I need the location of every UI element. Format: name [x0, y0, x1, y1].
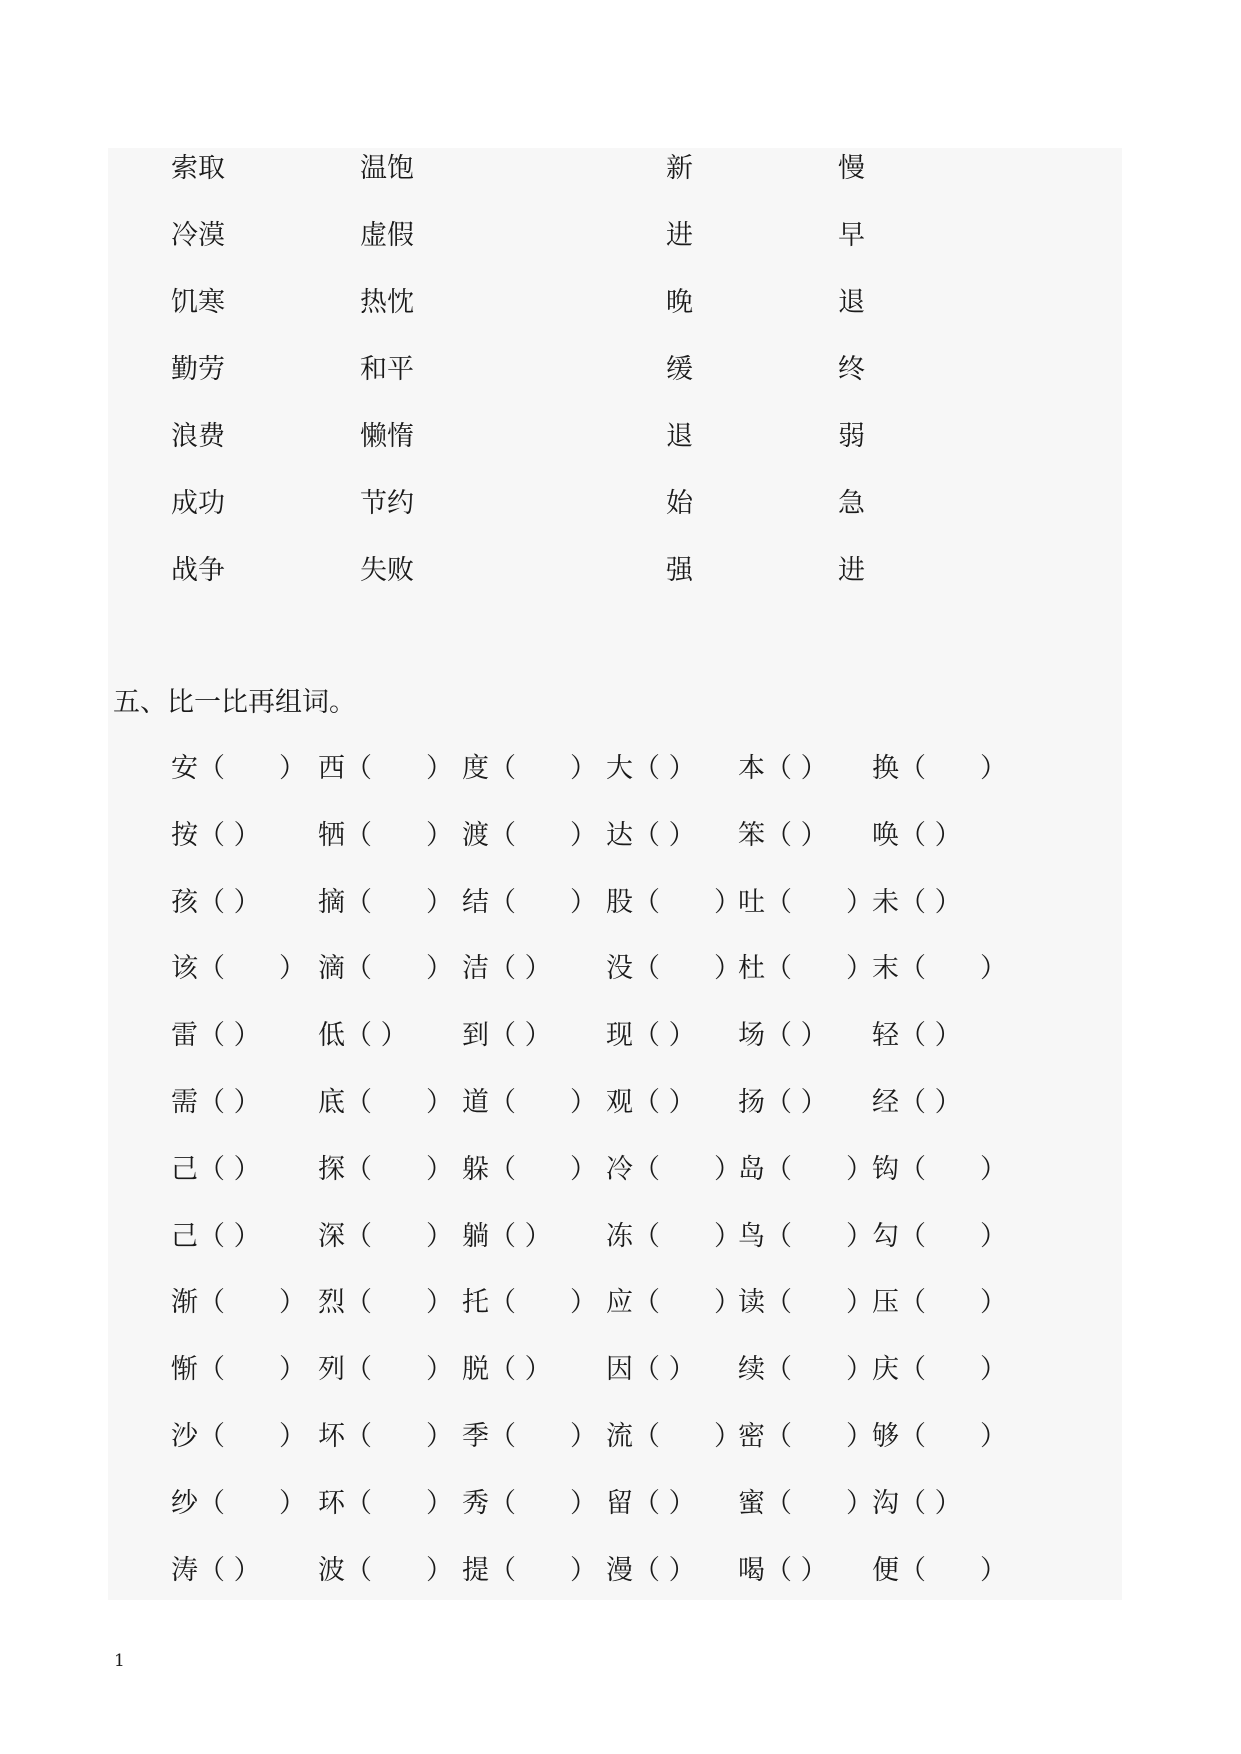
word-blank-item: 够（ ） — [872, 1421, 1007, 1452]
antonym-word: 退 — [838, 287, 865, 318]
word-blank-item: 密（ ） — [738, 1421, 873, 1452]
word-blank-item: 洁（ ） — [462, 953, 552, 984]
word-blank-item: 探（ ） — [318, 1154, 453, 1185]
antonym-word: 索取 — [171, 153, 225, 184]
word-blank-item: 留（ ） — [606, 1488, 696, 1519]
word-blank-item: 渡（ ） — [462, 820, 597, 851]
word-blank-item: 托（ ） — [462, 1287, 597, 1318]
antonym-word: 成功 — [171, 488, 225, 519]
antonym-word: 失败 — [360, 555, 414, 586]
antonym-word: 进 — [838, 555, 865, 586]
antonym-word: 慢 — [838, 153, 865, 184]
word-blank-item: 波（ ） — [318, 1555, 453, 1586]
word-blank-item: 换（ ） — [872, 753, 1007, 784]
word-blank-item: 低（ ） — [318, 1020, 408, 1051]
word-blank-item: 需（ ） — [171, 1087, 261, 1118]
word-blank-item: 按（ ） — [171, 820, 261, 851]
word-blank-item: 沟（ ） — [872, 1488, 962, 1519]
word-blank-item: 孩（ ） — [171, 887, 261, 918]
word-blank-item: 股（ ） — [606, 887, 741, 918]
word-blank-item: 现（ ） — [606, 1020, 696, 1051]
word-blank-item: 轻（ ） — [872, 1020, 962, 1051]
antonym-word: 退 — [666, 421, 693, 452]
word-blank-item: 雷（ ） — [171, 1020, 261, 1051]
word-blank-item: 场（ ） — [738, 1020, 828, 1051]
antonym-word: 热忱 — [360, 287, 414, 318]
antonym-word: 进 — [666, 220, 693, 251]
word-blank-item: 季（ ） — [462, 1421, 597, 1452]
word-blank-item: 脱（ ） — [462, 1354, 552, 1385]
antonym-word: 节约 — [360, 488, 414, 519]
word-blank-item: 牺（ ） — [318, 820, 453, 851]
word-blank-item: 末（ ） — [872, 953, 1007, 984]
word-blank-item: 达（ ） — [606, 820, 696, 851]
antonym-word: 冷漠 — [171, 220, 225, 251]
antonym-word: 始 — [666, 488, 693, 519]
word-blank-item: 钩（ ） — [872, 1154, 1007, 1185]
word-blank-item: 安（ ） — [171, 753, 306, 784]
word-blank-item: 庆（ ） — [872, 1354, 1007, 1385]
word-blank-item: 便（ ） — [872, 1555, 1007, 1586]
word-blank-item: 深（ ） — [318, 1221, 453, 1252]
word-blank-item: 因（ ） — [606, 1354, 696, 1385]
antonym-word: 勤劳 — [171, 354, 225, 385]
word-blank-item: 环（ ） — [318, 1488, 453, 1519]
word-blank-item: 西（ ） — [318, 753, 453, 784]
word-blank-item: 鸟（ ） — [738, 1221, 873, 1252]
antonym-word: 浪费 — [171, 421, 225, 452]
word-blank-item: 笨（ ） — [738, 820, 828, 851]
word-blank-item: 滴（ ） — [318, 953, 453, 984]
word-blank-item: 本（ ） — [738, 753, 828, 784]
antonym-word: 虚假 — [360, 220, 414, 251]
word-blank-item: 观（ ） — [606, 1087, 696, 1118]
word-blank-item: 纱（ ） — [171, 1488, 306, 1519]
section-title: 五、比一比再组词。 — [113, 687, 356, 718]
word-blank-item: 摘（ ） — [318, 887, 453, 918]
word-blank-item: 涛（ ） — [171, 1555, 261, 1586]
word-blank-item: 漫（ ） — [606, 1555, 696, 1586]
word-blank-item: 杜（ ） — [738, 953, 873, 984]
word-blank-item: 提（ ） — [462, 1555, 597, 1586]
word-blank-item: 列（ ） — [318, 1354, 453, 1385]
word-blank-item: 应（ ） — [606, 1287, 741, 1318]
word-blank-item: 大（ ） — [606, 753, 696, 784]
word-blank-item: 坏（ ） — [318, 1421, 453, 1452]
antonym-word: 晚 — [666, 287, 693, 318]
antonym-word: 缓 — [666, 354, 693, 385]
word-blank-item: 唤（ ） — [872, 820, 962, 851]
word-blank-item: 躺（ ） — [462, 1221, 552, 1252]
word-blank-item: 渐（ ） — [171, 1287, 306, 1318]
word-blank-item: 结（ ） — [462, 887, 597, 918]
word-blank-item: 读（ ） — [738, 1287, 873, 1318]
antonym-word: 弱 — [838, 421, 865, 452]
antonym-word: 和平 — [360, 354, 414, 385]
word-blank-item: 勾（ ） — [872, 1221, 1007, 1252]
word-blank-item: 经（ ） — [872, 1087, 962, 1118]
word-blank-item: 度（ ） — [462, 753, 597, 784]
antonym-word: 终 — [838, 354, 865, 385]
word-blank-item: 底（ ） — [318, 1087, 453, 1118]
word-blank-item: 烈（ ） — [318, 1287, 453, 1318]
word-blank-item: 续（ ） — [738, 1354, 873, 1385]
antonym-word: 强 — [666, 555, 693, 586]
word-blank-item: 惭（ ） — [171, 1354, 306, 1385]
word-blank-item: 秀（ ） — [462, 1488, 597, 1519]
word-blank-item: 吐（ ） — [738, 887, 873, 918]
antonym-word: 早 — [838, 220, 865, 251]
antonym-word: 饥寒 — [171, 287, 225, 318]
word-blank-item: 己（ ） — [171, 1154, 261, 1185]
word-blank-item: 冷（ ） — [606, 1154, 741, 1185]
word-blank-item: 己（ ） — [171, 1221, 261, 1252]
word-blank-item: 没（ ） — [606, 953, 741, 984]
antonym-word: 新 — [666, 153, 693, 184]
word-blank-item: 该（ ） — [171, 953, 306, 984]
word-blank-item: 躲（ ） — [462, 1154, 597, 1185]
word-blank-item: 岛（ ） — [738, 1154, 873, 1185]
word-blank-item: 喝（ ） — [738, 1555, 828, 1586]
antonym-word: 急 — [838, 488, 865, 519]
word-blank-item: 压（ ） — [872, 1287, 1007, 1318]
word-blank-item: 流（ ） — [606, 1421, 741, 1452]
word-blank-item: 未（ ） — [872, 887, 962, 918]
antonym-word: 懒惰 — [360, 421, 414, 452]
antonym-word: 战争 — [171, 555, 225, 586]
page-number: 1 — [114, 1651, 125, 1671]
word-blank-item: 冻（ ） — [606, 1221, 741, 1252]
antonym-word: 温饱 — [360, 153, 414, 184]
word-blank-item: 扬（ ） — [738, 1087, 828, 1118]
word-blank-item: 沙（ ） — [171, 1421, 306, 1452]
word-blank-item: 到（ ） — [462, 1020, 552, 1051]
word-blank-item: 蜜（ ） — [738, 1488, 873, 1519]
word-blank-item: 道（ ） — [462, 1087, 597, 1118]
